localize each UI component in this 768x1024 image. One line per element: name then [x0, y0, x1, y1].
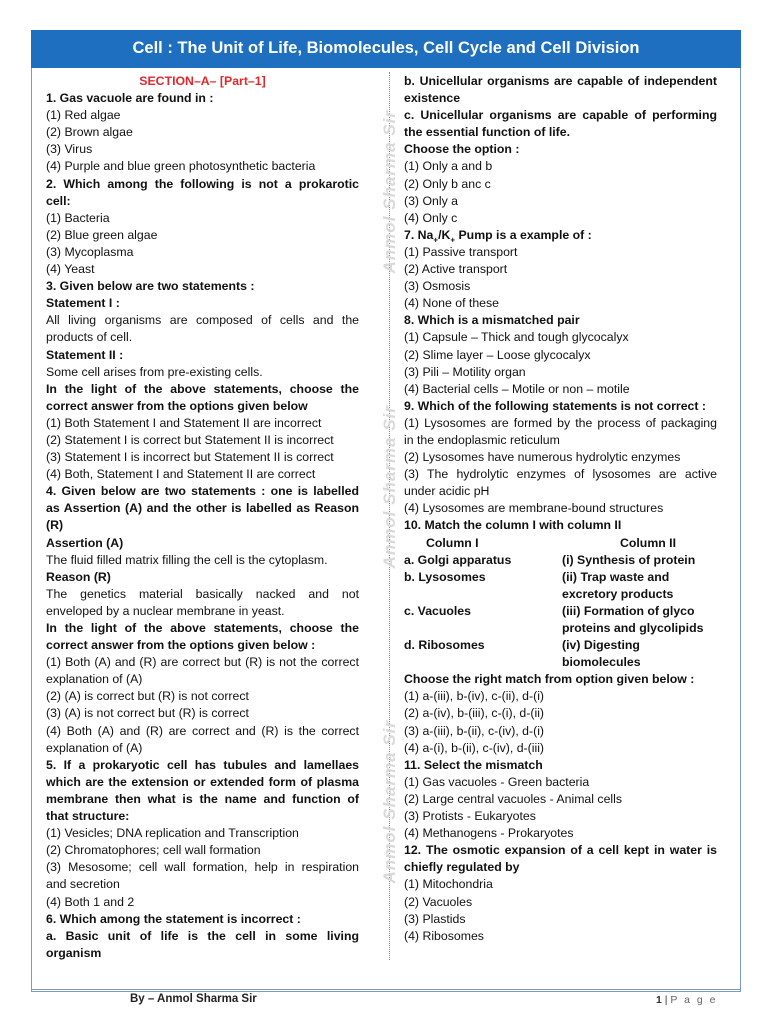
- text-line: (2) Vacuoles: [404, 894, 473, 909]
- footer-divider: [31, 989, 741, 990]
- text-line: (4) Both, Statement I and Statement II are correct: [46, 467, 316, 482]
- section-heading: SECTION–A– [Part–1]: [139, 74, 266, 88]
- question-line: 2. Which among the following is not a prokarotic: [46, 176, 359, 191]
- text-line: (1) Gas vacuoles - Green bacteria: [404, 774, 590, 789]
- text-line: (1) Only a and b: [404, 159, 493, 174]
- text-line: The genetics material basically nacked and not: [46, 586, 359, 601]
- text-line: (1) Both Statement I and Statement II are incorrect: [46, 415, 322, 430]
- text-line: All living organisms are composed of cells and the: [46, 313, 359, 328]
- text-line: (1) a-(iii), b-(iv), c-(ii), d-(i): [404, 689, 545, 704]
- match-table-row: [404, 654, 717, 671]
- text-line: (1) Both (A) and (R) are correct but (R) is not the correct: [46, 655, 359, 670]
- match-table-row: [404, 552, 717, 569]
- text-line: (4) Ribosomes: [404, 928, 484, 943]
- text-line: (1) Red algae: [46, 108, 121, 123]
- text-line: (2) Brown algae: [46, 125, 133, 140]
- watermark-middle: Anmol Sharma Sir: [380, 405, 399, 569]
- text-line: explanation of (A): [46, 740, 143, 755]
- question-fragment: /K: [438, 227, 451, 242]
- text-line: (3) a-(iii), b-(ii), c-(iv), d-(i): [404, 723, 545, 738]
- question-line: cell:: [46, 193, 71, 208]
- watermark-bottom: Anmol Sharma Sir: [380, 720, 399, 884]
- text-line: (1) Mitochondria: [404, 877, 493, 892]
- question-line: 11. Select the mismatch: [404, 757, 543, 772]
- text-line: (4) Lysosomes are membrane-bound structures: [404, 501, 664, 516]
- column-one-cell: d. Ribosomes: [404, 638, 485, 653]
- text-line: (3) (A) is not correct but (R) is correct: [46, 706, 249, 721]
- text-line: (3) Mycoplasma: [46, 244, 134, 259]
- text-line: (2) Statement I is correct but Statement II is incorrect: [46, 432, 334, 447]
- question-line: membrane then what is the name and function of: [46, 791, 359, 806]
- text-line: (3) Only a: [404, 193, 458, 208]
- question-line: that structure:: [46, 809, 130, 824]
- question-line: [404, 227, 717, 244]
- text-line: (4) Both 1 and 2: [46, 894, 135, 909]
- column-two-cell: (ii) Trap waste and: [562, 569, 670, 584]
- question-fragment: Pump is a example of :: [455, 227, 592, 242]
- column-two-cell: biomolecules: [562, 655, 641, 670]
- text-line: (1) Lysosomes are formed by the process of packaging: [404, 415, 717, 430]
- text-line: (2) Lysosomes have numerous hydrolytic enzymes: [404, 450, 681, 465]
- text-line: (3) Plastids: [404, 911, 466, 926]
- column-one-cell: [404, 620, 562, 637]
- question-line: (R): [46, 518, 64, 533]
- text-line: (4) Purple and blue green photosynthetic bacteria: [46, 159, 316, 174]
- match-table-row: [404, 603, 717, 620]
- column-one-cell: a. Golgi apparatus: [404, 552, 512, 567]
- question-line: as Assertion (A) and the other is labelled as Reason: [46, 501, 359, 516]
- text-line: enveloped by a nuclear membrane in yeast.: [46, 603, 285, 618]
- text-line: Some cell arises from pre-existing cells.: [46, 364, 263, 379]
- question-line: Statement I :: [46, 296, 120, 311]
- question-line: 4. Given below are two statements : one is labelled: [46, 484, 359, 499]
- question-line: 12. The osmotic expansion of a cell kept in water is: [404, 843, 717, 858]
- footer-author: By – Anmol Sharma Sir: [130, 993, 257, 1005]
- question-line: b. Unicellular organisms are capable of independent: [404, 74, 717, 88]
- question-line: correct answer from the options given below: [46, 398, 308, 413]
- match-table-header: [404, 535, 717, 552]
- page-title: Cell : The Unit of Life, Biomolecules, Cell Cycle and Cell Division: [31, 30, 741, 68]
- column-header: Column II: [620, 535, 677, 550]
- question-line: In the light of the above statements, choose the: [46, 621, 359, 635]
- match-table-row: [404, 586, 717, 603]
- question-line: which are the extension or extended form of plasma: [46, 774, 359, 789]
- text-line: (1) Vesicles; DNA replication and Transcription: [46, 826, 299, 841]
- text-line: and secretion: [46, 877, 120, 892]
- column-two-cell: (i) Synthesis of protein: [562, 552, 696, 567]
- text-line: (1) Bacteria: [46, 210, 110, 225]
- question-line: 6. Which among the statement is incorrect :: [46, 911, 301, 926]
- question-line: 1. Gas vacuole are found in :: [46, 91, 214, 106]
- text-line: (3) Protists - Eukaryotes: [404, 809, 536, 824]
- text-line: (3) The hydrolytic enzymes of lysosomes are active: [404, 467, 717, 482]
- text-line: (4) Yeast: [46, 262, 95, 277]
- question-line: a. Basic unit of life is the cell in some living: [46, 928, 359, 943]
- text-line: (3) Statement I is incorrect but Statement II is correct: [46, 450, 334, 465]
- text-line: (3) Osmosis: [404, 279, 471, 294]
- question-line: 5. If a prokaryotic cell has tubules and lamellaes: [46, 757, 359, 772]
- question-line: Reason (R): [46, 569, 111, 584]
- match-table-row: [404, 620, 717, 637]
- text-line: (2) Large central vacuoles - Animal cells: [404, 791, 623, 806]
- right-column: [404, 73, 717, 945]
- question-line: organism: [46, 945, 102, 960]
- text-line: under acidic pH: [404, 484, 490, 499]
- text-line: products of cell.: [46, 330, 133, 345]
- question-line: existence: [404, 91, 461, 106]
- question-line: Assertion (A): [46, 535, 124, 550]
- column-two-cell: (iv) Digesting: [562, 638, 640, 653]
- text-line: (2) Slime layer – Loose glycocalyx: [404, 347, 591, 362]
- text-line: (3) Mesosome; cell wall formation, help in respiration: [46, 860, 359, 875]
- text-line: (2) Blue green algae: [46, 227, 158, 242]
- text-line: (2) Active transport: [404, 262, 508, 277]
- text-line: (4) None of these: [404, 296, 500, 311]
- subscript-charge: +: [450, 235, 456, 244]
- question-line: 3. Given below are two statements :: [46, 279, 255, 294]
- page-word: P a g e: [670, 994, 718, 1006]
- text-line: (2) Chromatophores; cell wall formation: [46, 843, 261, 858]
- question-line: 10. Match the column I with column II: [404, 518, 622, 533]
- question-line: correct answer from the options given below :: [46, 638, 316, 653]
- question-line: the essential function of life.: [404, 125, 571, 140]
- question-line: c. Unicellular organisms are capable of performing: [404, 108, 717, 123]
- watermark-top: Anmol Sharma Sir: [380, 110, 399, 274]
- match-table-row: [404, 569, 717, 586]
- text-line: (2) Only b anc c: [404, 176, 491, 191]
- text-line: (4) Methanogens - Prokaryotes: [404, 826, 574, 841]
- column-one-cell: b. Lysosomes: [404, 569, 486, 584]
- page-separator: |: [664, 994, 668, 1006]
- text-line: (4) Only c: [404, 210, 458, 225]
- text-line: (3) Virus: [46, 142, 93, 157]
- text-line: (1) Capsule – Thick and tough glycocalyx: [404, 330, 629, 345]
- left-column: [46, 73, 359, 962]
- question-line: Choose the right match from option given below :: [404, 672, 695, 687]
- column-two-cell: proteins and glycolipids: [562, 621, 704, 635]
- question-line: 8. Which is a mismatched pair: [404, 313, 580, 328]
- text-line: (3) Pili – Motility organ: [404, 364, 526, 379]
- question-line: chiefly regulated by: [404, 860, 520, 875]
- text-line: (4) Both (A) and (R) are correct and (R) is the correct: [46, 723, 359, 738]
- text-line: (1) Passive transport: [404, 244, 518, 259]
- text-line: explanation of (A): [46, 672, 143, 687]
- column-header: Column I: [426, 535, 479, 550]
- question-fragment: 7. Na: [404, 227, 434, 242]
- text-line: in the endoplasmic reticulum: [404, 432, 560, 447]
- page-number: 1: [656, 994, 662, 1006]
- column-one-cell: c. Vacuoles: [404, 603, 471, 618]
- column-two-cell: (iii) Formation of glyco: [562, 603, 695, 618]
- footer-page: [656, 994, 718, 1006]
- match-table-row: [404, 637, 717, 654]
- subscript-charge: +: [433, 235, 439, 244]
- text-line: (4) Bacterial cells – Motile or non – motile: [404, 381, 630, 396]
- text-line: (2) a-(iv), b-(iii), c-(i), d-(ii): [404, 706, 545, 721]
- text-line: The fluid filled matrix filling the cell is the cytoplasm.: [46, 552, 328, 567]
- text-line: (2) (A) is correct but (R) is not correct: [46, 689, 249, 704]
- text-line: (4) a-(i), b-(ii), c-(iv), d-(iii): [404, 740, 545, 755]
- column-two-cell: excretory products: [562, 586, 674, 601]
- question-line: In the light of the above statements, choose the: [46, 381, 359, 396]
- column-one-cell: [404, 586, 562, 603]
- column-one-cell: [404, 654, 562, 671]
- question-line: Choose the option :: [404, 142, 520, 157]
- question-line: 9. Which of the following statements is not correct :: [404, 398, 706, 413]
- question-line: Statement II :: [46, 347, 124, 362]
